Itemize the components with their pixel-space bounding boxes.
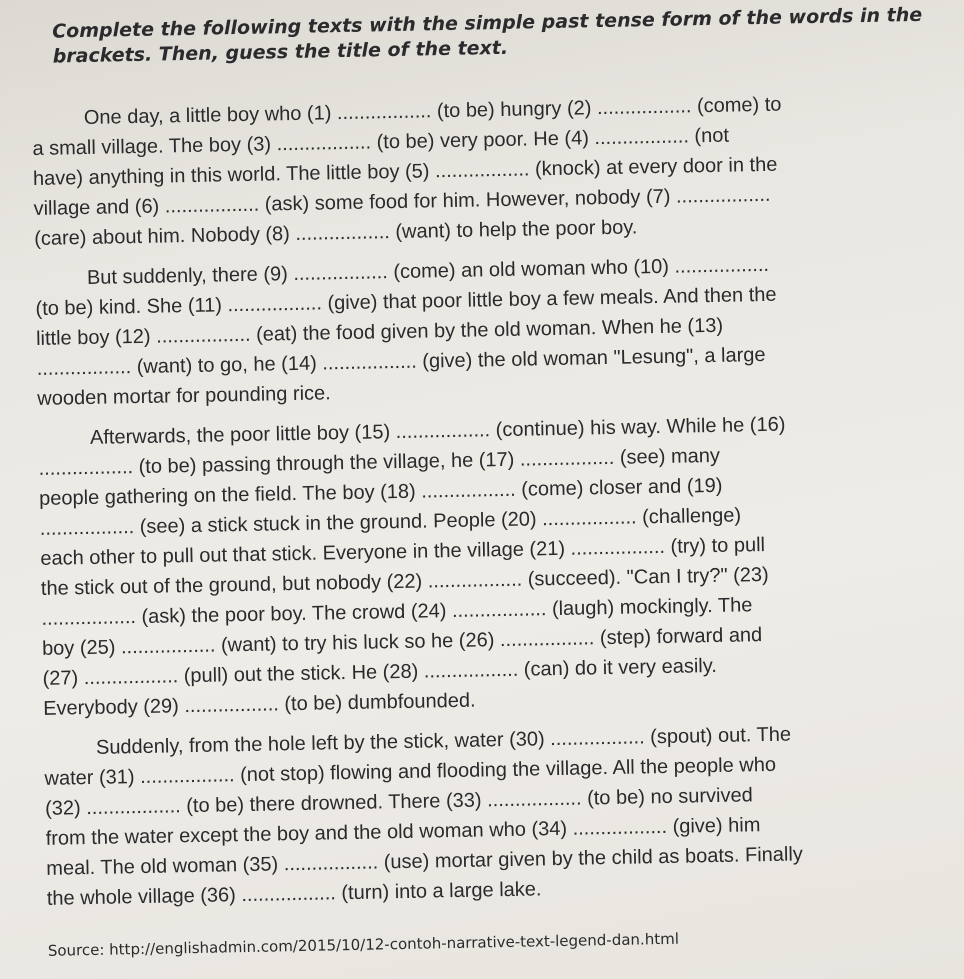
text-line: ................. (see) a stick stuck in the ground. People (20) ................. (challenge) [39,504,742,540]
text-line: Everybody (29) ................. (to be) dumbfounded. [43,689,476,720]
text-line: little boy (12) ................. (eat) the food given by the old woman. When he (13) [35,314,724,350]
text-line: Afterwards, the poor little boy (15) ................. (continue) his way. While he (16) [89,413,786,449]
text-line: the whole village (36) ................. (turn) into a large lake. [46,878,542,910]
text-line: One day, a little boy who (1) ................. (to be) hungry (2) ................. (come) to [83,93,782,129]
instructions [52,3,931,70]
instructions-line-1: Complete the following texts with the simple past tense form of the words in the [52,3,923,43]
text-line: ................. (to be) passing through the village, he (17) ................. (see) many [38,444,721,480]
text-line: Suddenly, from the hole left by the stick, water (30) ................. (spout) out. The [95,723,792,759]
text-line: people gathering on the field. The boy (18) ................. (come) closer and (19) [38,474,723,510]
text-line: (32) ................. (to be) there drowned. There (33) ................. (to be) no survived [44,784,753,820]
text-line: (care) about him. Nobody (8) ................. (want) to help the poor boy. [33,216,638,250]
text-line: wooden mortar for pounding rice. [37,382,331,410]
text-line: But suddenly, there (9) ................. (come) an old woman who (10) ................. [86,253,770,289]
paragraph-3 [38,407,944,724]
text-line: (27) ................. (pull) out the stick. He (28) ................. (can) do it very easily. [42,654,718,690]
text-line: the stick out of the ground, but nobody (22) ................. (succeed). "Can I try?" (23) [40,563,769,600]
text-line: village and (6) ................. (ask) some food for him. However, nobody (7) ................. [33,183,771,220]
instructions-line-2: brackets. Then, guess the title of the text. [52,36,509,68]
text-line: have) anything in this world. The little boy (5) ................. (knock) at every door in the [32,153,778,190]
text-line: each other to pull out that stick. Everyone in the village (21) ................. (try) to pull [40,533,766,570]
paragraph-4 [44,717,947,914]
text-line: (to be) kind. She (11) ................. (give) that poor little boy a few meals. And then the [35,283,777,320]
text-line: boy (25) ................. (want) to try his luck so he (26) ................. (step) forward and [41,624,763,660]
text-line: from the water except the boy and the old woman who (34) ................. (give) him [45,814,761,850]
text-line: water (31) ................. (not stop) flowing and flooding the village. All the people who [44,753,777,790]
paragraph-1 [32,87,935,254]
text-line: ................. (want) to go, he (14) ................. (give) the old woman "Lesung", a large [36,343,766,380]
text-line: a small village. The boy (3) ................. (to be) very poor. He (4) ................. (not [32,124,730,160]
worksheet [30,3,948,960]
text-line: meal. The old woman (35) ................. (use) mortar given by the child as boats. Finally [46,843,803,880]
text-line: ................. (ask) the poor boy. The crowd (24) ................. (laugh) mockingly. The [41,594,753,630]
source-citation: Source: http://englishadmin.com/2015/10/12-contoh-narrative-text-legend-dan.html [47,929,680,960]
paragraph-2 [35,247,938,414]
